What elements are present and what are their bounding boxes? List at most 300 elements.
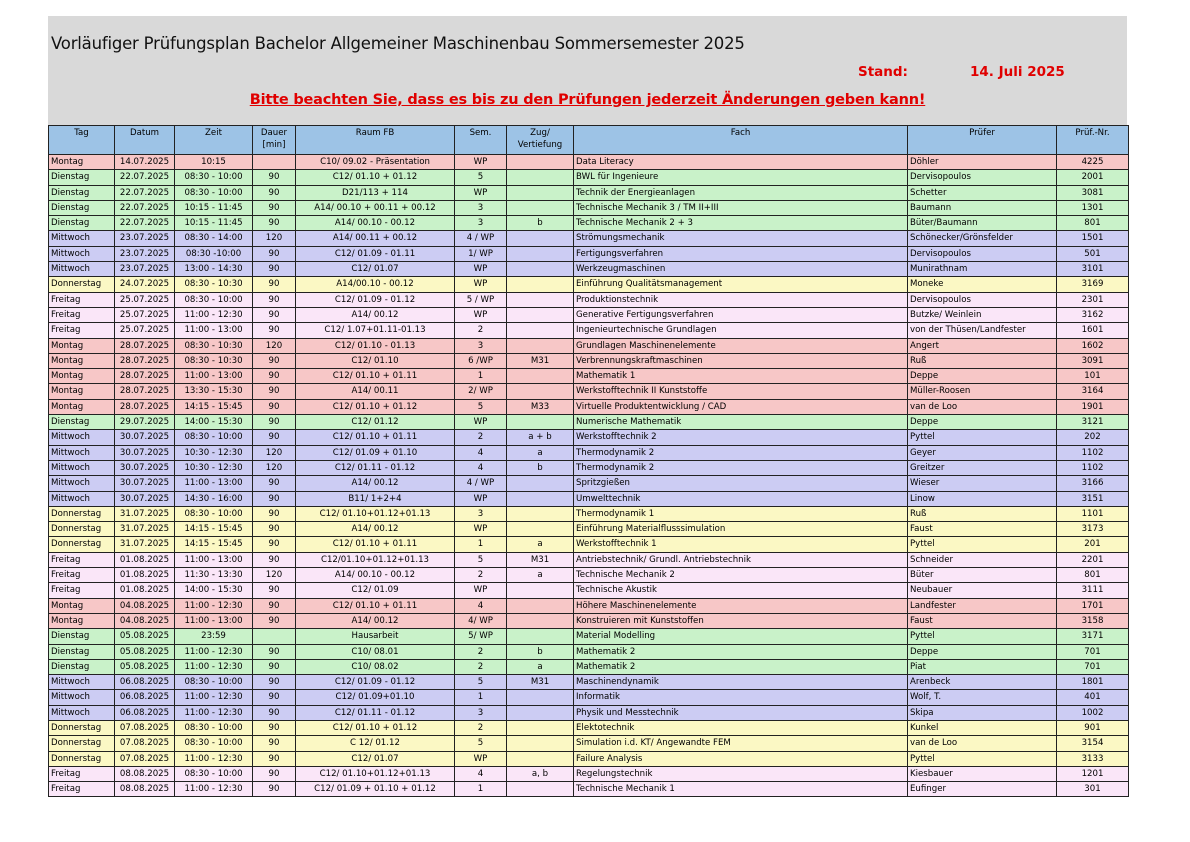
- table-row: [49, 613, 1129, 628]
- cell-datum: 24.07.2025: [115, 277, 175, 292]
- cell-raum: C10/ 09.02 - Präsentation: [296, 155, 455, 170]
- table-row: [49, 307, 1129, 322]
- cell-zug: [507, 522, 574, 537]
- cell-zeit: 08:30 - 14:00: [175, 231, 253, 246]
- cell-dauer: 90: [253, 720, 296, 735]
- cell-dauer: 90: [253, 552, 296, 567]
- cell-datum: 23.07.2025: [115, 246, 175, 261]
- table-row: [49, 384, 1129, 399]
- cell-dauer: 90: [253, 598, 296, 613]
- cell-tag: Freitag: [49, 766, 115, 781]
- cell-zug: [507, 690, 574, 705]
- cell-zeit: 11:00 - 12:30: [175, 782, 253, 797]
- cell-zeit: 10:15 - 11:45: [175, 216, 253, 231]
- cell-semester: 2: [455, 323, 507, 338]
- cell-semester: 3: [455, 200, 507, 215]
- cell-raum: C12/ 01.11 - 01.12: [296, 705, 455, 720]
- cell-pruefer: van de Loo: [908, 736, 1057, 751]
- cell-zeit: 08:30 - 10:00: [175, 292, 253, 307]
- cell-semester: 1: [455, 690, 507, 705]
- cell-datum: 05.08.2025: [115, 644, 175, 659]
- cell-fach: Konstruieren mit Kunststoffen: [574, 613, 908, 628]
- cell-tag: Montag: [49, 155, 115, 170]
- cell-zeit: 14:15 - 15:45: [175, 522, 253, 537]
- cell-semester: WP: [455, 522, 507, 537]
- cell-dauer: 90: [253, 690, 296, 705]
- cell-raum: C12/ 01.10 + 01.11: [296, 430, 455, 445]
- cell-datum: 25.07.2025: [115, 292, 175, 307]
- cell-zug: [507, 246, 574, 261]
- cell-pruefer: Baumann: [908, 200, 1057, 215]
- cell-zug: M33: [507, 399, 574, 414]
- cell-semester: WP: [455, 155, 507, 170]
- cell-pruefer: Geyer: [908, 445, 1057, 460]
- cell-pruefer: Pyttel: [908, 629, 1057, 644]
- cell-raum: A14/ 00.11: [296, 384, 455, 399]
- cell-pruef-nr: 3151: [1057, 491, 1129, 506]
- cell-semester: WP: [455, 583, 507, 598]
- cell-semester: WP: [455, 415, 507, 430]
- table-row: [49, 292, 1129, 307]
- cell-tag: Montag: [49, 613, 115, 628]
- cell-tag: Montag: [49, 384, 115, 399]
- cell-raum: A14/ 00.12: [296, 307, 455, 322]
- cell-tag: Dienstag: [49, 415, 115, 430]
- cell-pruef-nr: 3111: [1057, 583, 1129, 598]
- cell-zug: [507, 307, 574, 322]
- cell-fach: Werkstofftechnik 2: [574, 430, 908, 445]
- cell-fach: Einführung Qualitätsmanagement: [574, 277, 908, 292]
- cell-dauer: 120: [253, 338, 296, 353]
- cell-zug: b: [507, 216, 574, 231]
- cell-datum: 06.08.2025: [115, 690, 175, 705]
- cell-datum: 23.07.2025: [115, 262, 175, 277]
- cell-raum: A14/ 00.12: [296, 613, 455, 628]
- cell-tag: Dienstag: [49, 170, 115, 185]
- cell-semester: 4: [455, 766, 507, 781]
- cell-datum: 07.08.2025: [115, 751, 175, 766]
- cell-tag: Montag: [49, 598, 115, 613]
- table-row: [49, 522, 1129, 537]
- cell-semester: 2: [455, 430, 507, 445]
- cell-raum: C10/ 08.02: [296, 659, 455, 674]
- cell-pruef-nr: 3154: [1057, 736, 1129, 751]
- cell-zeit: 10:15: [175, 155, 253, 170]
- cell-pruefer: Skipa: [908, 705, 1057, 720]
- cell-pruef-nr: 1501: [1057, 231, 1129, 246]
- cell-raum: C12/ 01.07: [296, 751, 455, 766]
- cell-pruefer: von der Thüsen/Landfester: [908, 323, 1057, 338]
- cell-zeit: 08:30 - 10:00: [175, 675, 253, 690]
- table-row: [49, 751, 1129, 766]
- cell-zug: [507, 491, 574, 506]
- cell-fach: Data Literacy: [574, 155, 908, 170]
- cell-fach: Mathematik 1: [574, 369, 908, 384]
- table-row: [49, 506, 1129, 521]
- cell-fach: Produktionstechnik: [574, 292, 908, 307]
- cell-pruefer: Müller-Roosen: [908, 384, 1057, 399]
- cell-pruef-nr: 3164: [1057, 384, 1129, 399]
- cell-pruef-nr: 901: [1057, 720, 1129, 735]
- table-row: [49, 705, 1129, 720]
- cell-zug: [507, 415, 574, 430]
- table-header-row: [49, 126, 1129, 155]
- table-row: [49, 766, 1129, 781]
- cell-zug: [507, 292, 574, 307]
- column-header-zug: Zug/ Vertiefung: [507, 126, 574, 155]
- column-header-raum: Raum FB: [296, 126, 455, 155]
- cell-zeit: 11:00 - 12:30: [175, 705, 253, 720]
- cell-raum: C12/ 01.10 - 01.13: [296, 338, 455, 353]
- cell-pruefer: Döhler: [908, 155, 1057, 170]
- cell-raum: Hausarbeit: [296, 629, 455, 644]
- cell-zeit: 08:30 - 10:00: [175, 766, 253, 781]
- cell-pruef-nr: 1801: [1057, 675, 1129, 690]
- cell-dauer: 90: [253, 415, 296, 430]
- cell-pruef-nr: 1901: [1057, 399, 1129, 414]
- cell-zeit: 11:00 - 12:30: [175, 659, 253, 674]
- cell-pruefer: Linow: [908, 491, 1057, 506]
- cell-datum: 01.08.2025: [115, 568, 175, 583]
- column-header-tag: Tag: [49, 126, 115, 155]
- cell-tag: Mittwoch: [49, 262, 115, 277]
- cell-datum: 22.07.2025: [115, 216, 175, 231]
- cell-tag: Mittwoch: [49, 675, 115, 690]
- cell-pruef-nr: 1602: [1057, 338, 1129, 353]
- cell-raum: C10/ 08.01: [296, 644, 455, 659]
- cell-datum: 30.07.2025: [115, 476, 175, 491]
- cell-zeit: 23:59: [175, 629, 253, 644]
- cell-pruefer: Ruß: [908, 353, 1057, 368]
- cell-semester: 5: [455, 552, 507, 567]
- cell-dauer: 90: [253, 705, 296, 720]
- cell-pruef-nr: 3158: [1057, 613, 1129, 628]
- cell-pruef-nr: 3173: [1057, 522, 1129, 537]
- table-row: [49, 369, 1129, 384]
- cell-raum: C12/ 01.11 - 01.12: [296, 460, 455, 475]
- cell-dauer: 90: [253, 751, 296, 766]
- cell-fach: Ingenieurtechnische Grundlagen: [574, 323, 908, 338]
- cell-datum: 30.07.2025: [115, 491, 175, 506]
- cell-semester: 5/ WP: [455, 629, 507, 644]
- cell-semester: WP: [455, 491, 507, 506]
- cell-datum: 28.07.2025: [115, 369, 175, 384]
- cell-tag: Mittwoch: [49, 705, 115, 720]
- cell-raum: C12/ 01.07: [296, 262, 455, 277]
- cell-datum: 31.07.2025: [115, 506, 175, 521]
- cell-zug: a: [507, 537, 574, 552]
- cell-zeit: 08:30 - 10:00: [175, 506, 253, 521]
- cell-dauer: 120: [253, 568, 296, 583]
- column-header-pruef-nr: Prüf.-Nr.: [1057, 126, 1129, 155]
- cell-datum: 30.07.2025: [115, 460, 175, 475]
- cell-zeit: 08:30 -10:00: [175, 246, 253, 261]
- cell-fach: Maschinendynamik: [574, 675, 908, 690]
- cell-semester: 4 / WP: [455, 476, 507, 491]
- cell-tag: Dienstag: [49, 629, 115, 644]
- cell-pruefer: Dervisopoulos: [908, 292, 1057, 307]
- cell-tag: Donnerstag: [49, 522, 115, 537]
- cell-fach: Technische Mechanik 2 + 3: [574, 216, 908, 231]
- cell-zeit: 11:00 - 12:30: [175, 598, 253, 613]
- cell-zeit: 10:30 - 12:30: [175, 460, 253, 475]
- table-row: [49, 185, 1129, 200]
- cell-dauer: [253, 155, 296, 170]
- cell-datum: 05.08.2025: [115, 629, 175, 644]
- cell-semester: 5: [455, 399, 507, 414]
- cell-zeit: 10:15 - 11:45: [175, 200, 253, 215]
- cell-zug: [507, 170, 574, 185]
- cell-pruef-nr: 1101: [1057, 506, 1129, 521]
- cell-pruef-nr: 1002: [1057, 705, 1129, 720]
- cell-zeit: 14:15 - 15:45: [175, 537, 253, 552]
- cell-raum: B11/ 1+2+4: [296, 491, 455, 506]
- cell-semester: 4/ WP: [455, 613, 507, 628]
- cell-semester: WP: [455, 185, 507, 200]
- cell-datum: 22.07.2025: [115, 170, 175, 185]
- cell-pruefer: Neubauer: [908, 583, 1057, 598]
- cell-datum: 25.07.2025: [115, 323, 175, 338]
- cell-pruef-nr: 3169: [1057, 277, 1129, 292]
- table-row: [49, 537, 1129, 552]
- cell-pruefer: Wieser: [908, 476, 1057, 491]
- table-row: [49, 430, 1129, 445]
- cell-zug: [507, 277, 574, 292]
- cell-tag: Freitag: [49, 292, 115, 307]
- cell-zug: a, b: [507, 766, 574, 781]
- cell-dauer: 90: [253, 246, 296, 261]
- cell-zug: [507, 629, 574, 644]
- cell-semester: WP: [455, 307, 507, 322]
- cell-dauer: 90: [253, 476, 296, 491]
- cell-fach: Thermodynamik 2: [574, 460, 908, 475]
- cell-zug: [507, 720, 574, 735]
- cell-pruefer: Faust: [908, 522, 1057, 537]
- cell-datum: 07.08.2025: [115, 736, 175, 751]
- cell-tag: Freitag: [49, 583, 115, 598]
- cell-dauer: 90: [253, 399, 296, 414]
- table-body: [49, 155, 1129, 797]
- cell-raum: A14/ 00.12: [296, 476, 455, 491]
- cell-tag: Dienstag: [49, 200, 115, 215]
- cell-zug: b: [507, 644, 574, 659]
- cell-semester: 5 / WP: [455, 292, 507, 307]
- cell-pruefer: Deppe: [908, 415, 1057, 430]
- cell-raum: A14/ 00.12: [296, 522, 455, 537]
- cell-zug: M31: [507, 353, 574, 368]
- cell-fach: Einführung Materialflusssimulation: [574, 522, 908, 537]
- cell-pruef-nr: 201: [1057, 537, 1129, 552]
- cell-pruef-nr: 2301: [1057, 292, 1129, 307]
- cell-dauer: 90: [253, 323, 296, 338]
- cell-tag: Mittwoch: [49, 460, 115, 475]
- cell-zug: [507, 782, 574, 797]
- cell-dauer: 90: [253, 613, 296, 628]
- table-row: [49, 323, 1129, 338]
- cell-raum: A14/ 00.10 - 00.12: [296, 568, 455, 583]
- cell-tag: Mittwoch: [49, 491, 115, 506]
- cell-zeit: 08:30 - 10:00: [175, 736, 253, 751]
- cell-zeit: 14:15 - 15:45: [175, 399, 253, 414]
- cell-semester: 2: [455, 568, 507, 583]
- table-row: [49, 644, 1129, 659]
- cell-fach: Thermodynamik 1: [574, 506, 908, 521]
- cell-tag: Donnerstag: [49, 277, 115, 292]
- cell-raum: C12/ 01.10 + 01.12: [296, 170, 455, 185]
- cell-raum: C12/ 01.09 + 01.10 + 01.12: [296, 782, 455, 797]
- cell-zeit: 11:00 - 12:30: [175, 307, 253, 322]
- cell-zug: M31: [507, 552, 574, 567]
- cell-datum: 23.07.2025: [115, 231, 175, 246]
- cell-dauer: 90: [253, 216, 296, 231]
- cell-semester: 1: [455, 537, 507, 552]
- cell-fach: Werkstofftechnik II Kunststoffe: [574, 384, 908, 399]
- cell-zeit: 11:00 - 13:00: [175, 369, 253, 384]
- cell-fach: BWL für Ingenieure: [574, 170, 908, 185]
- cell-semester: 2: [455, 644, 507, 659]
- cell-dauer: [253, 629, 296, 644]
- table-row: [49, 782, 1129, 797]
- cell-zug: [507, 736, 574, 751]
- cell-pruefer: Dervisopoulos: [908, 246, 1057, 261]
- cell-datum: 30.07.2025: [115, 430, 175, 445]
- cell-datum: 06.08.2025: [115, 675, 175, 690]
- cell-pruefer: van de Loo: [908, 399, 1057, 414]
- cell-fach: Technische Mechanik 3 / TM II+III: [574, 200, 908, 215]
- cell-zeit: 08:30 - 10:00: [175, 170, 253, 185]
- cell-tag: Montag: [49, 353, 115, 368]
- table-row: [49, 353, 1129, 368]
- cell-pruefer: Arenbeck: [908, 675, 1057, 690]
- cell-zeit: 08:30 - 10:30: [175, 338, 253, 353]
- cell-tag: Dienstag: [49, 216, 115, 231]
- table-row: [49, 476, 1129, 491]
- cell-datum: 04.08.2025: [115, 613, 175, 628]
- cell-zeit: 11:00 - 12:30: [175, 751, 253, 766]
- cell-dauer: 90: [253, 766, 296, 781]
- table-row: [49, 262, 1129, 277]
- cell-zeit: 10:30 - 12:30: [175, 445, 253, 460]
- cell-zug: [507, 751, 574, 766]
- cell-raum: C12/ 01.09 + 01.10: [296, 445, 455, 460]
- cell-zug: [507, 598, 574, 613]
- table-row: [49, 659, 1129, 674]
- table-row: [49, 445, 1129, 460]
- cell-fach: Grundlagen Maschinenelemente: [574, 338, 908, 353]
- cell-zug: [507, 200, 574, 215]
- cell-pruef-nr: 3171: [1057, 629, 1129, 644]
- cell-fach: Strömungsmechanik: [574, 231, 908, 246]
- cell-fach: Informatik: [574, 690, 908, 705]
- cell-raum: C12/ 01.12: [296, 415, 455, 430]
- cell-pruef-nr: 4225: [1057, 155, 1129, 170]
- table-row: [49, 720, 1129, 735]
- cell-pruef-nr: 801: [1057, 568, 1129, 583]
- cell-datum: 08.08.2025: [115, 782, 175, 797]
- column-header-datum: Datum: [115, 126, 175, 155]
- cell-zeit: 08:30 - 10:30: [175, 277, 253, 292]
- cell-datum: 28.07.2025: [115, 353, 175, 368]
- cell-semester: 4: [455, 445, 507, 460]
- table-row: [49, 246, 1129, 261]
- cell-datum: 06.08.2025: [115, 705, 175, 720]
- cell-zeit: 08:30 - 10:00: [175, 185, 253, 200]
- cell-pruefer: Schetter: [908, 185, 1057, 200]
- cell-raum: C12/ 01.10 + 01.11: [296, 369, 455, 384]
- table-row: [49, 491, 1129, 506]
- cell-datum: 01.08.2025: [115, 583, 175, 598]
- cell-fach: Technische Akustik: [574, 583, 908, 598]
- cell-tag: Freitag: [49, 552, 115, 567]
- cell-fach: Generative Fertigungsverfahren: [574, 307, 908, 322]
- cell-fach: Thermodynamik 2: [574, 445, 908, 460]
- cell-pruef-nr: 2201: [1057, 552, 1129, 567]
- cell-pruef-nr: 1701: [1057, 598, 1129, 613]
- table-row: [49, 399, 1129, 414]
- table-row: [49, 338, 1129, 353]
- cell-zug: [507, 323, 574, 338]
- cell-datum: 14.07.2025: [115, 155, 175, 170]
- cell-pruefer: Pyttel: [908, 537, 1057, 552]
- table-row: [49, 736, 1129, 751]
- cell-raum: C12/01.10+01.12+01.13: [296, 552, 455, 567]
- cell-dauer: 90: [253, 200, 296, 215]
- cell-zug: [507, 384, 574, 399]
- cell-dauer: 90: [253, 277, 296, 292]
- cell-semester: 2: [455, 659, 507, 674]
- cell-zug: a: [507, 568, 574, 583]
- cell-pruefer: Schneider: [908, 552, 1057, 567]
- cell-pruef-nr: 202: [1057, 430, 1129, 445]
- cell-zeit: 13:30 - 15:30: [175, 384, 253, 399]
- cell-dauer: 90: [253, 185, 296, 200]
- cell-pruef-nr: 3121: [1057, 415, 1129, 430]
- cell-fach: Virtuelle Produktentwicklung / CAD: [574, 399, 908, 414]
- cell-fach: Mathematik 2: [574, 644, 908, 659]
- cell-pruef-nr: 1102: [1057, 460, 1129, 475]
- cell-semester: WP: [455, 262, 507, 277]
- cell-datum: 28.07.2025: [115, 338, 175, 353]
- cell-raum: C12/ 01.09+01.10: [296, 690, 455, 705]
- cell-datum: 31.07.2025: [115, 522, 175, 537]
- cell-dauer: 90: [253, 170, 296, 185]
- table-row: [49, 460, 1129, 475]
- cell-dauer: 90: [253, 262, 296, 277]
- cell-semester: 5: [455, 736, 507, 751]
- cell-dauer: 90: [253, 675, 296, 690]
- cell-datum: 01.08.2025: [115, 552, 175, 567]
- cell-fach: Simulation i.d. KT/ Angewandte FEM: [574, 736, 908, 751]
- cell-raum: A14/ 00.11 + 00.12: [296, 231, 455, 246]
- cell-zeit: 11:00 - 13:00: [175, 476, 253, 491]
- change-warning: Bitte beachten Sie, dass es bis zu den Prüfungen jederzeit Änderungen geben kann!: [249, 92, 926, 108]
- table-row: [49, 231, 1129, 246]
- cell-pruefer: Moneke: [908, 277, 1057, 292]
- cell-zug: M31: [507, 675, 574, 690]
- cell-zug: [507, 583, 574, 598]
- cell-tag: Donnerstag: [49, 736, 115, 751]
- cell-zeit: 11:00 - 13:00: [175, 613, 253, 628]
- cell-datum: 05.08.2025: [115, 659, 175, 674]
- cell-raum: C12/ 01.10+01.12+01.13: [296, 506, 455, 521]
- cell-raum: A14/00.10 - 00.12: [296, 277, 455, 292]
- cell-pruefer: Deppe: [908, 369, 1057, 384]
- cell-pruefer: Pyttel: [908, 430, 1057, 445]
- exam-schedule-table: [48, 125, 1129, 797]
- cell-dauer: 120: [253, 231, 296, 246]
- cell-zug: a: [507, 445, 574, 460]
- cell-fach: Fertigungsverfahren: [574, 246, 908, 261]
